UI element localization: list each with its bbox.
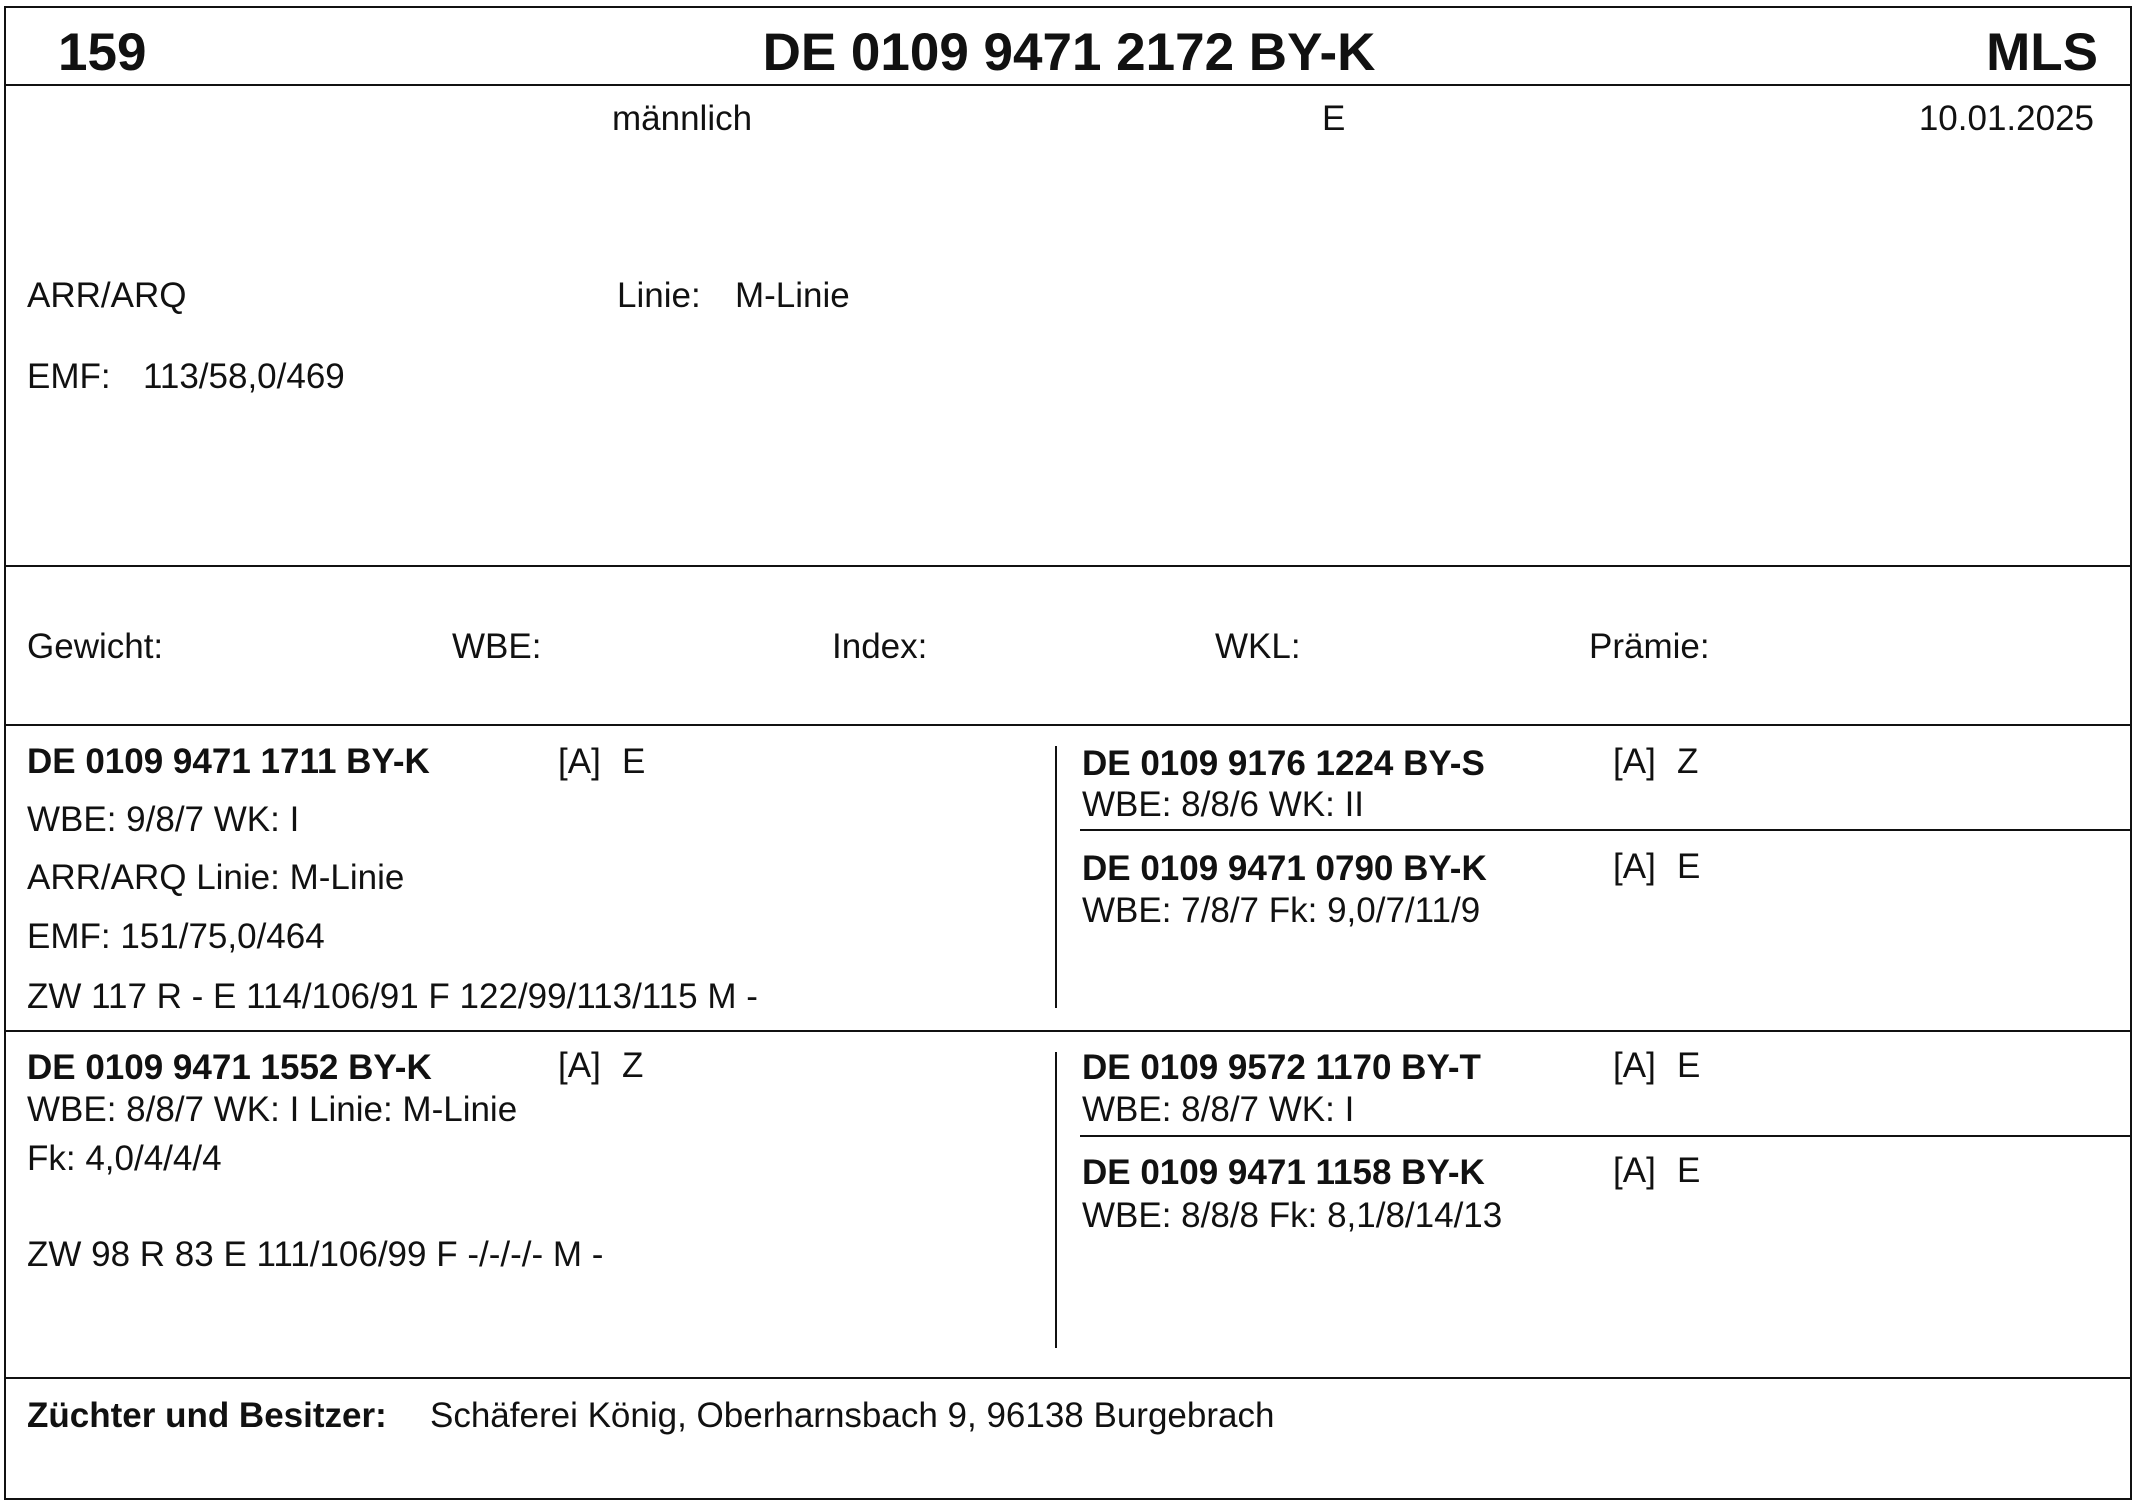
emf-value: 113/58,0/469 bbox=[143, 357, 345, 396]
herdbook-code: E bbox=[1322, 99, 1346, 138]
breeder-value: Schäferei König, Oberharnsbach 9, 96138 Burgebrach bbox=[430, 1396, 1275, 1435]
linie-label: Linie: bbox=[617, 276, 701, 315]
fm-tag: [A] bbox=[1613, 847, 1656, 886]
mother-tag: [A] bbox=[558, 1046, 601, 1085]
breeder-label: Züchter und Besitzer: bbox=[27, 1396, 387, 1435]
divider-metrics bbox=[4, 724, 2132, 726]
divider-ff-fm bbox=[1080, 829, 2132, 831]
genotype: ARR/ARQ bbox=[27, 276, 187, 315]
ff-tag: [A] bbox=[1613, 742, 1656, 781]
fm-code: E bbox=[1677, 847, 1701, 886]
wbe-label: WBE: bbox=[452, 627, 542, 666]
father-code: E bbox=[622, 742, 646, 781]
mf-code: E bbox=[1677, 1046, 1701, 1085]
mother-line1: WBE: 8/8/7 WK: I Linie: M-Linie bbox=[27, 1090, 518, 1129]
mother-id: DE 0109 9471 1552 BY-K bbox=[27, 1048, 432, 1087]
mf-id: DE 0109 9572 1170 BY-T bbox=[1082, 1048, 1481, 1087]
animal-id: DE 0109 9471 2172 BY-K bbox=[762, 23, 1376, 82]
mf-tag: [A] bbox=[1613, 1046, 1656, 1085]
ff-code: Z bbox=[1677, 742, 1699, 781]
birth-date: 10.01.2025 bbox=[1918, 99, 2094, 138]
divider-mf-mm bbox=[1080, 1135, 2132, 1137]
divider-footer bbox=[4, 1377, 2132, 1379]
mm-code: E bbox=[1677, 1151, 1701, 1190]
mother-code: Z bbox=[622, 1046, 644, 1085]
father-line3: EMF: 151/75,0/464 bbox=[27, 917, 325, 956]
emf-label: EMF: bbox=[27, 357, 111, 396]
sex: männlich bbox=[612, 99, 753, 138]
father-line1: WBE: 9/8/7 WK: I bbox=[27, 800, 300, 839]
father-id: DE 0109 9471 1711 BY-K bbox=[27, 742, 430, 781]
divider-vertical-lower bbox=[1055, 1052, 1057, 1348]
praemie-label: Prämie: bbox=[1589, 627, 1710, 666]
wkl-label: WKL: bbox=[1215, 627, 1301, 666]
father-line2: ARR/ARQ Linie: M-Linie bbox=[27, 858, 405, 897]
mm-id: DE 0109 9471 1158 BY-K bbox=[1082, 1153, 1485, 1192]
mother-line2: Fk: 4,0/4/4/4 bbox=[27, 1139, 222, 1178]
divider-info bbox=[4, 565, 2132, 567]
fm-id: DE 0109 9471 0790 BY-K bbox=[1082, 849, 1487, 888]
index-label: Index: bbox=[832, 627, 928, 666]
father-line4: ZW 117 R - E 114/106/91 F 122/99/113/115 M - bbox=[27, 977, 758, 1016]
catalog-number: 159 bbox=[58, 23, 147, 82]
breed-code: MLS bbox=[1986, 23, 2098, 82]
ff-id: DE 0109 9176 1224 BY-S bbox=[1082, 744, 1485, 783]
father-tag: [A] bbox=[558, 742, 601, 781]
divider-father-mother bbox=[4, 1030, 2132, 1032]
mother-line3: ZW 98 R 83 E 111/106/99 F -/-/-/- M - bbox=[27, 1235, 604, 1274]
ff-line1: WBE: 8/8/6 WK: II bbox=[1082, 785, 1365, 824]
divider-vertical-upper bbox=[1055, 746, 1057, 1008]
mm-tag: [A] bbox=[1613, 1151, 1656, 1190]
mf-line1: WBE: 8/8/7 WK: I bbox=[1082, 1090, 1355, 1129]
gewicht-label: Gewicht: bbox=[27, 627, 164, 666]
mm-line1: WBE: 8/8/8 Fk: 8,1/8/14/13 bbox=[1082, 1196, 1503, 1235]
divider-header bbox=[4, 84, 2132, 86]
fm-line1: WBE: 7/8/7 Fk: 9,0/7/11/9 bbox=[1082, 891, 1481, 930]
linie-value: M-Linie bbox=[735, 276, 850, 315]
